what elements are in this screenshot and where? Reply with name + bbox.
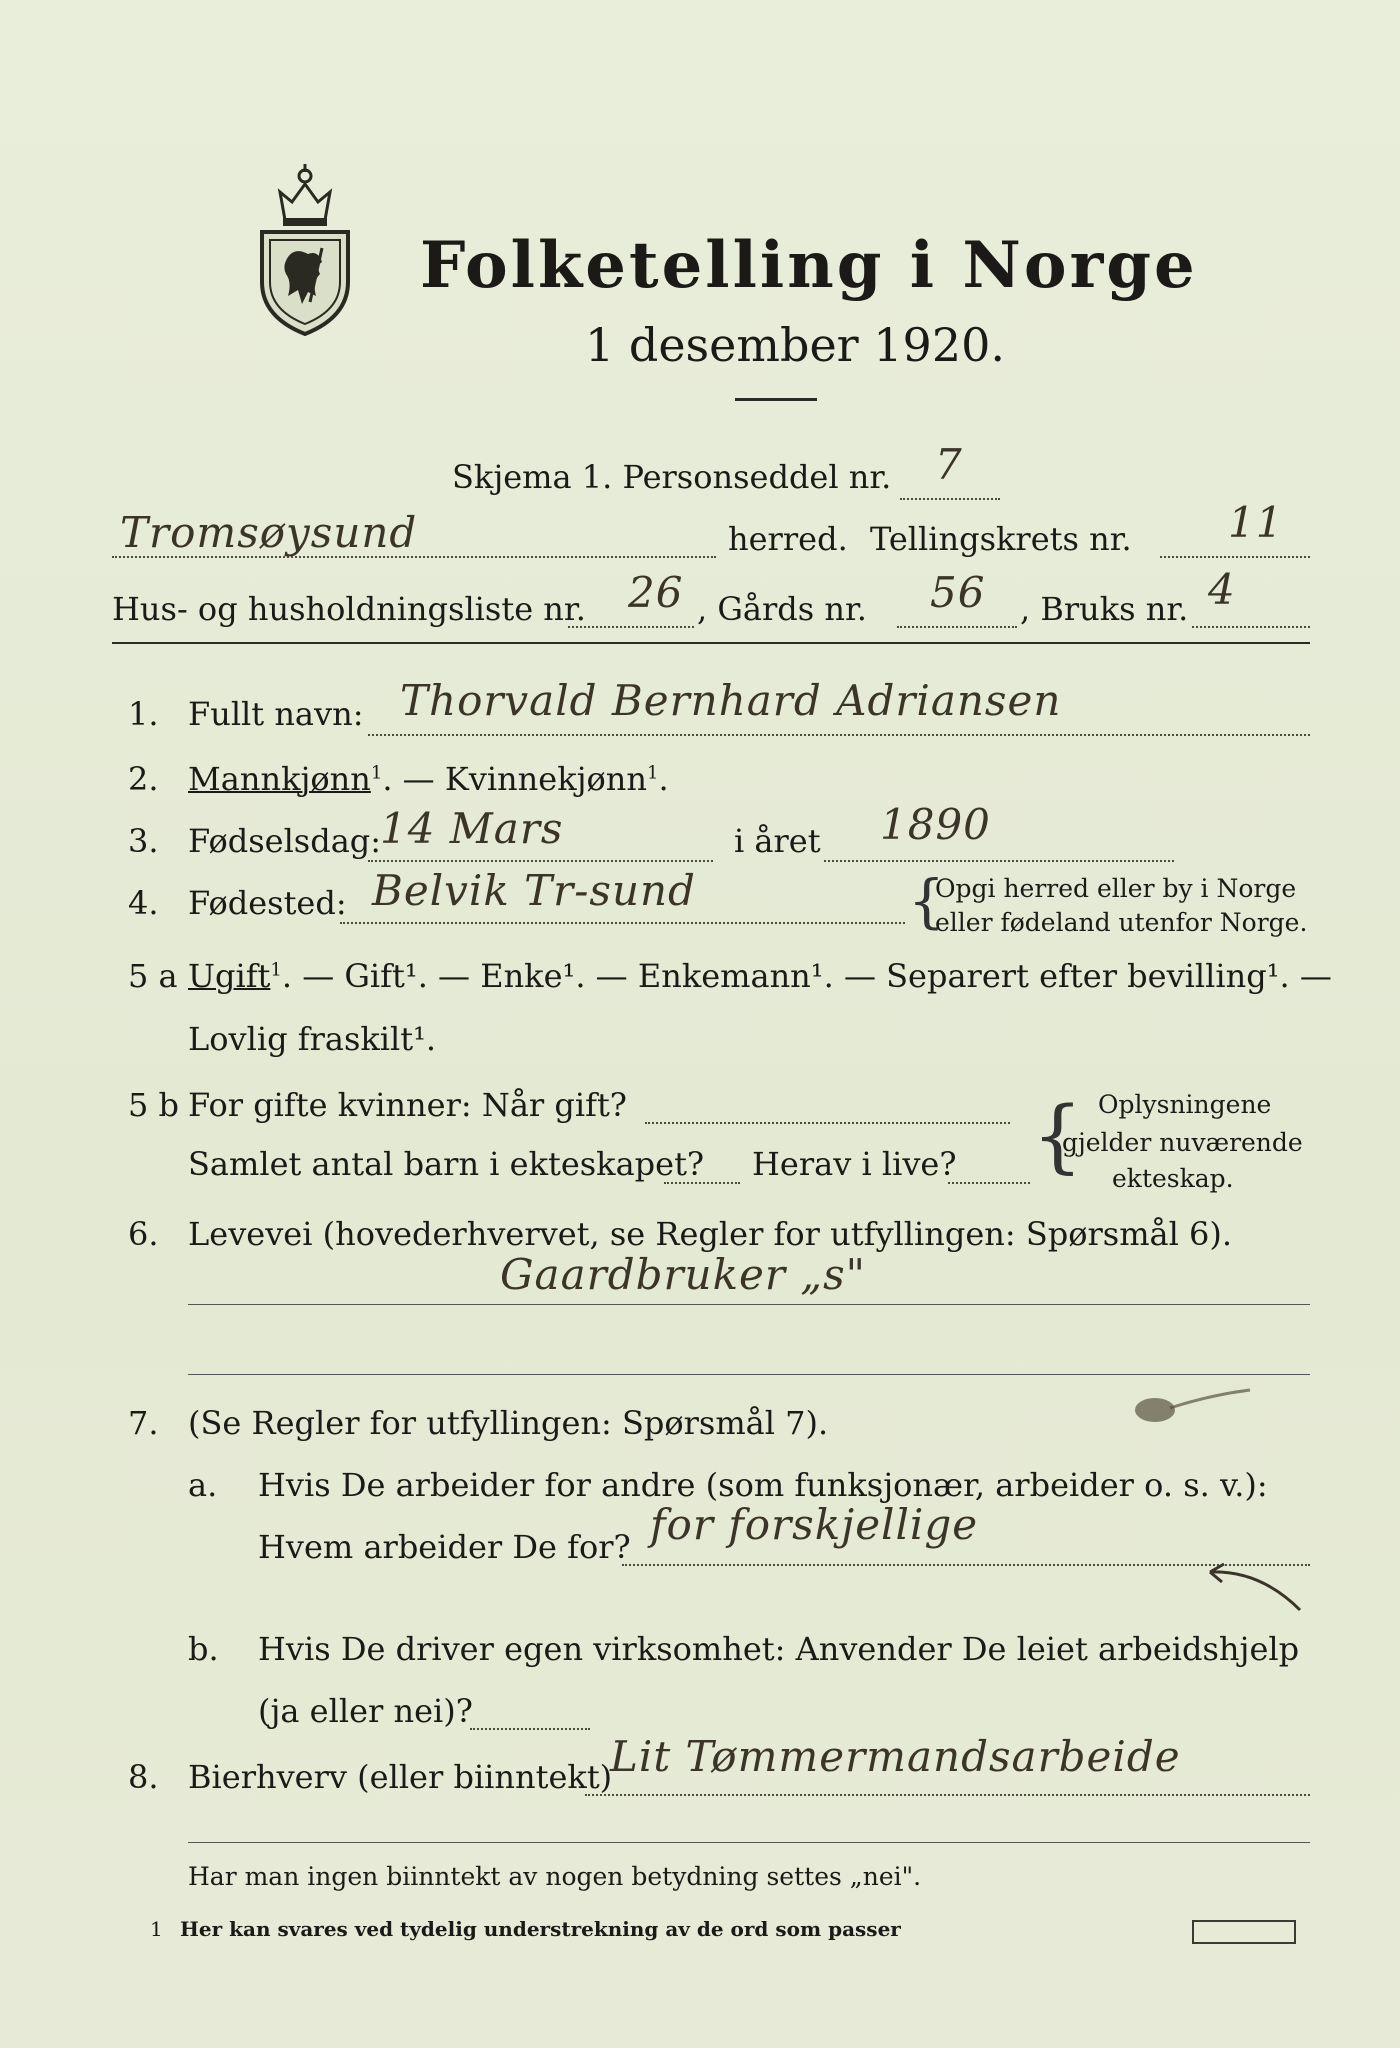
q6-second-line [188, 1374, 1310, 1375]
q2-female-option[interactable]: Kvinnekjønn [444, 760, 647, 798]
q5b-barn-line [664, 1182, 740, 1184]
q5b-label-2: Samlet antal barn i ekteskapet? [188, 1145, 705, 1183]
q4-value-line [340, 922, 905, 924]
bruks-value-line [1192, 626, 1310, 628]
q5a-text: Ugift$^1$. — Gift¹. — Enke¹. — Enkemann¹. — Separert efter bevilling¹. — [188, 957, 1332, 995]
q5a-ugift-option[interactable]: Ugift [188, 957, 271, 995]
q7a-label-2: Hvem arbeider De for? [258, 1528, 631, 1566]
gards-value-line [897, 626, 1017, 628]
herred-value: Tromsøysund [120, 508, 418, 557]
q3-value-line [368, 860, 713, 862]
q7b-label-2: (ja eller nei)? [258, 1692, 473, 1730]
bruks-label: , Bruks nr. [1020, 590, 1189, 628]
q7b-number: b. [188, 1630, 219, 1668]
q6-number: 6. [128, 1215, 159, 1253]
q4-note-2: eller fødeland utenfor Norge. [935, 908, 1308, 937]
q1-value: Thorvald Bernhard Adriansen [400, 676, 1062, 725]
q3-year-label: i året [734, 822, 821, 860]
q8-label: Bierhverv (eller biinntekt) [188, 1758, 613, 1796]
q3-year-line [824, 860, 1174, 862]
q5b-gift-line [645, 1122, 1010, 1124]
tellingskrets-value: 11 [1228, 498, 1284, 547]
coat-of-arms-icon [250, 162, 360, 337]
q2-male-option[interactable]: Mannkjønn [188, 760, 371, 798]
biinntekt-note: Har man ingen biinntekt av nogen betydning settes „nei". [188, 1862, 922, 1891]
husholdningsliste-value: 26 [628, 568, 684, 617]
q3-label: Fødselsdag: [188, 822, 382, 860]
q8-divider [188, 1842, 1310, 1843]
title-divider [735, 398, 817, 401]
q4-note-1: Opgi herred eller by i Norge [935, 874, 1297, 903]
q4-label: Fødested: [188, 884, 347, 922]
q5a-line2: Lovlig fraskilt¹. [188, 1020, 437, 1058]
q3-number: 3. [128, 822, 159, 860]
q5b-note-3: ekteskap. [1112, 1164, 1234, 1193]
q8-value-line [585, 1794, 1310, 1796]
tellingskrets-value-line [1160, 556, 1310, 558]
header-rule [112, 642, 1310, 644]
q1-value-line [368, 734, 1310, 736]
husholdningsliste-value-line [568, 626, 694, 628]
q5b-number: 5 b [128, 1086, 180, 1124]
q1-number: 1. [128, 695, 159, 733]
q7a-number: a. [188, 1466, 218, 1504]
tellingskrets-label: Tellingskrets nr. [870, 520, 1132, 558]
q3-value: 14 Mars [380, 804, 564, 853]
q6-value-line [188, 1304, 1310, 1305]
skjema-label: Skjema 1. Personseddel nr. [452, 458, 892, 496]
footnote-mark: 1 [150, 1917, 163, 1941]
q2-number: 2. [128, 760, 159, 798]
q5b-note-1: Oplysningene [1098, 1090, 1272, 1119]
q4-brace: { [908, 867, 945, 935]
q7b-value-line [470, 1728, 590, 1730]
q8-value: Lit Tømmermandsarbeide [610, 1732, 1181, 1781]
skjema-value-line [900, 498, 1000, 500]
q5b-label-1: For gifte kvinner: Når gift? [188, 1086, 627, 1124]
herred-label: herred. [728, 520, 848, 558]
q5b-brace: { [1032, 1089, 1083, 1182]
q5b-live-line [948, 1182, 1030, 1184]
q1-label: Fullt navn: [188, 695, 364, 733]
husholdningsliste-label: Hus- og husholdningsliste nr. [112, 590, 586, 628]
q6-value: Gaardbruker „s" [500, 1250, 866, 1299]
q4-value: Belvik Tr-sund [372, 866, 696, 915]
q2-text: Mannkjønn$^1$. — Kvinnekjønn$^1$. [188, 760, 669, 798]
gards-label: , Gårds nr. [697, 590, 867, 628]
q5a-number: 5 a [128, 957, 178, 995]
q5b-note-2: gjelder nuværende [1062, 1128, 1303, 1157]
q6-label: Levevei (hovederhvervet, se Regler for utfyllingen: Spørsmål 6). [188, 1215, 1233, 1253]
q3-year-value: 1890 [880, 800, 991, 849]
footnote-text: Her kan svares ved tydelig understrekning av de ord som passer [180, 1917, 901, 1941]
gards-value: 56 [930, 568, 986, 617]
printer-stamp-icon [1192, 1920, 1296, 1944]
hand-arrow-icon [1190, 1560, 1310, 1620]
q7-label: (Se Regler for utfyllingen: Spørsmål 7). [188, 1404, 829, 1442]
q4-number: 4. [128, 884, 159, 922]
q7a-value: for forskjellige [650, 1500, 979, 1549]
q7b-label-1: Hvis De driver egen virksomhet: Anvender De leiet arbeidshjelp [258, 1630, 1300, 1668]
bruks-value: 4 [1208, 565, 1236, 614]
q7-number: 7. [128, 1404, 159, 1442]
q5b-label-3: Herav i live? [752, 1145, 957, 1183]
form-date: 1 desember 1920. [585, 318, 1005, 372]
ink-blot-icon [1130, 1380, 1260, 1440]
skjema-value: 7 [935, 440, 963, 489]
q7a-label-1: Hvis De arbeider for andre (som funksjonær, arbeider o. s. v.): [258, 1466, 1268, 1504]
form-title: Folketelling i Norge [420, 228, 1198, 303]
q8-number: 8. [128, 1758, 159, 1796]
